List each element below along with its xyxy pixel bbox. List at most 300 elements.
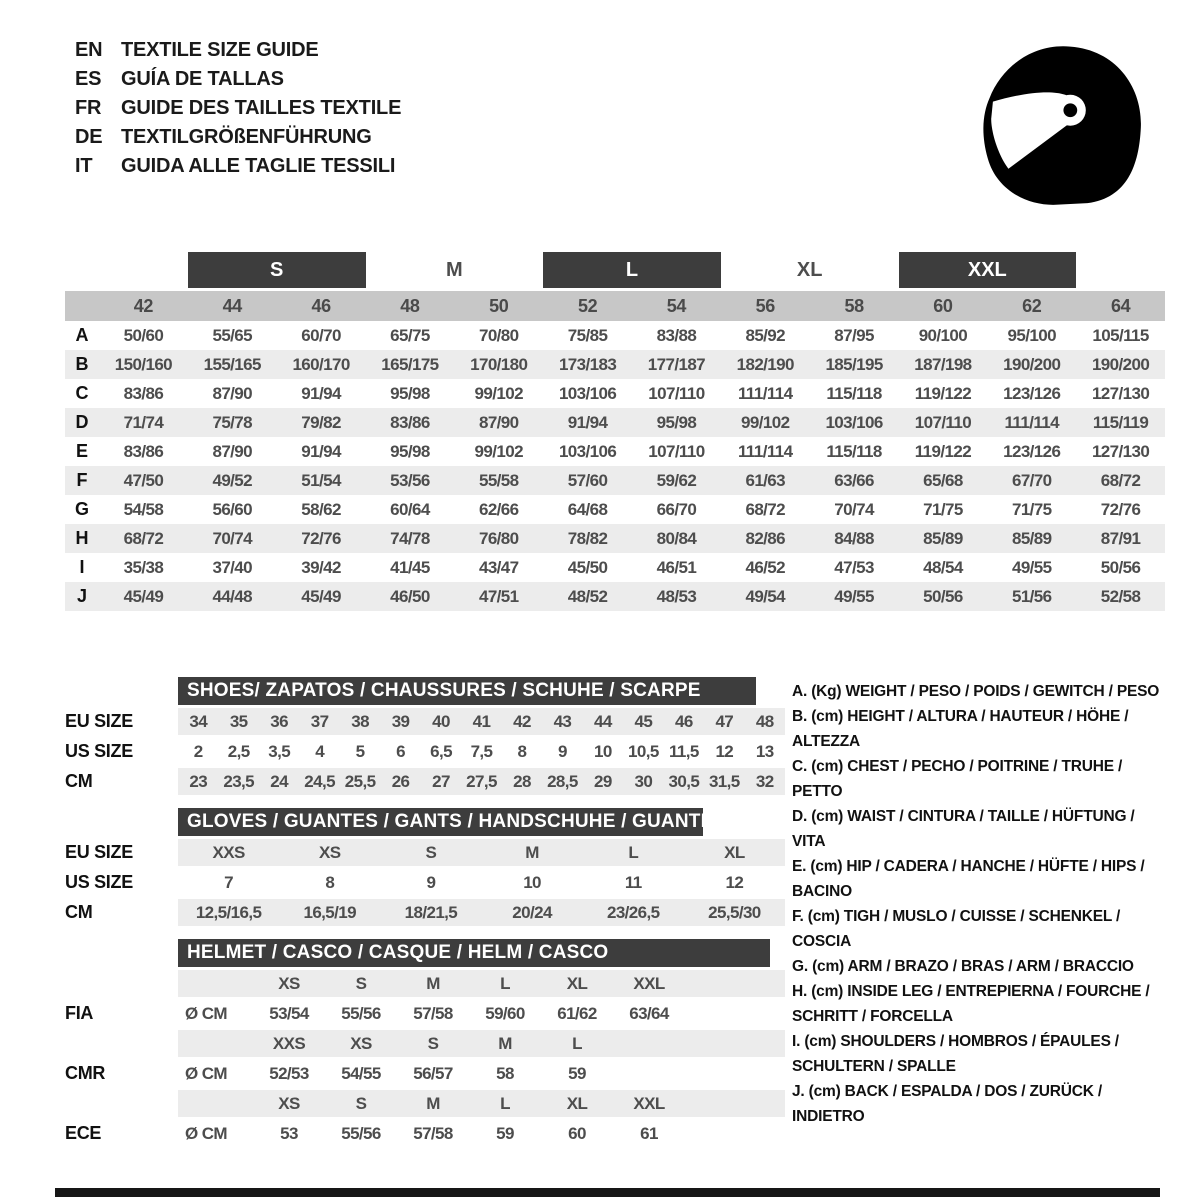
shoes-value-cell: 46	[674, 711, 693, 731]
shoes-value-cell: 27,5	[466, 771, 497, 791]
helmet-value-cell: M	[498, 1033, 512, 1053]
size-column-header: 44	[222, 295, 242, 316]
helmet-value-cell: 63/64	[629, 1003, 669, 1023]
size-value-cell: 111/114	[738, 383, 793, 403]
size-value-cell: 83/86	[123, 441, 164, 461]
helmet-row-values	[178, 970, 785, 997]
size-value-cell: 155/165	[203, 354, 261, 374]
helmet-value-cell: 54/55	[341, 1063, 381, 1083]
language-code: DE	[75, 126, 103, 148]
size-value-cell: 41/45	[390, 557, 430, 577]
size-value-cell: 85/92	[745, 325, 786, 345]
measurement-row-label: E	[75, 441, 88, 461]
size-column-header: 48	[400, 295, 420, 316]
legend-entry: D. (cm) WAIST / CINTURA / TAILLE / HÜFTUNG / VITA	[792, 808, 1135, 850]
size-column-header: 56	[755, 295, 775, 316]
size-value-cell: 71/75	[1011, 499, 1052, 519]
shoes-value-cell: 34	[189, 711, 208, 731]
header	[0, 0, 1200, 212]
accessory-tables	[65, 677, 785, 1160]
size-value-cell: 123/126	[1003, 441, 1061, 461]
size-value-cell: 87/90	[212, 383, 253, 403]
shoes-value-cell: 8	[517, 741, 527, 761]
helmet-value-cell: S	[427, 1033, 439, 1053]
gloves-row	[65, 839, 785, 866]
shoes-value-cell: 3,5	[268, 741, 291, 761]
helmet-row-values	[178, 1000, 785, 1027]
size-value-cell: 127/130	[1091, 441, 1150, 461]
helmet-value-cell: 55/56	[341, 1003, 381, 1023]
size-value-cell: 72/76	[301, 528, 341, 548]
size-value-cell: 99/102	[741, 412, 790, 432]
size-value-cell: 64/68	[567, 499, 608, 519]
size-column-header: 54	[666, 295, 687, 316]
size-value-cell: 56/60	[212, 499, 253, 519]
size-value-cell: 65/68	[923, 470, 963, 490]
gloves-value-cell: 11	[624, 872, 642, 892]
language-code: EN	[75, 39, 103, 61]
size-group-s: S	[188, 252, 366, 288]
size-table-row	[65, 495, 1165, 524]
helmet-value-cell: 61/62	[557, 1003, 597, 1023]
size-value-cell: 111/114	[1004, 412, 1059, 432]
helmet-value-cell: 61	[640, 1123, 658, 1143]
size-value-cell: 46/52	[745, 557, 786, 577]
helmet-value-cell: L	[500, 1093, 510, 1113]
size-value-cell: 53/56	[390, 470, 430, 490]
helmet-row	[65, 1090, 785, 1117]
helmet-value-cell: XXL	[633, 973, 665, 993]
shoes-row	[65, 708, 785, 735]
gloves-row-label: CM	[65, 902, 93, 922]
size-column-header: 50	[489, 295, 509, 316]
measurement-row-label: B	[75, 354, 89, 374]
size-value-cell: 60/70	[301, 325, 341, 345]
shoes-table	[65, 677, 785, 795]
size-column-header: 42	[133, 295, 154, 316]
helmet-standard-label: FIA	[65, 1003, 94, 1023]
size-value-cell: 63/66	[834, 470, 874, 490]
shoes-value-cell: 28,5	[547, 771, 578, 791]
helmet-row	[65, 1060, 785, 1087]
shoes-row-values	[178, 738, 785, 765]
language-item	[75, 152, 401, 181]
size-value-cell: 60/64	[390, 499, 430, 519]
helmet-value-cell: 52/53	[269, 1063, 309, 1083]
size-value-cell: 99/102	[474, 441, 523, 461]
helmet-value-cell: 55/56	[341, 1123, 381, 1143]
size-value-cell: 68/72	[1100, 470, 1141, 490]
size-value-cell: 45/50	[567, 557, 608, 577]
size-value-cell: 95/98	[390, 383, 430, 403]
size-value-cell: 47/51	[478, 586, 519, 606]
helmet-value-cell: XL	[566, 973, 588, 993]
helmet-table-body	[65, 970, 785, 1147]
measurement-row-label: H	[75, 528, 89, 548]
gloves-value-cell: 9	[426, 872, 436, 892]
size-value-cell: 48/54	[923, 557, 963, 577]
size-value-cell: 99/102	[474, 383, 523, 403]
measurement-row-label: C	[75, 383, 89, 403]
size-column-header: 46	[311, 295, 331, 316]
size-value-cell: 103/106	[558, 441, 617, 461]
size-group-xl: XL	[796, 259, 823, 281]
footer-bar	[55, 1188, 1160, 1197]
legend-entry: E. (cm) HIP / CADERA / HANCHE / HÜFTE / HIPS / BACINO	[792, 858, 1145, 900]
size-column-row	[65, 291, 1165, 321]
gloves-row-label: EU SIZE	[65, 842, 133, 862]
gloves-value-cell: 8	[325, 872, 335, 892]
size-value-cell: 61/63	[745, 470, 786, 490]
shoes-row	[65, 768, 785, 795]
size-table-row	[65, 379, 1165, 408]
language-item	[75, 123, 401, 152]
shoes-row-values	[178, 708, 785, 735]
shoes-value-cell: 10,5	[628, 741, 659, 761]
helmet-value-cell: 59/60	[485, 1003, 525, 1023]
measurement-row-label: F	[76, 470, 88, 490]
size-value-cell: 119/122	[914, 441, 972, 461]
size-value-cell: 87/90	[212, 441, 253, 461]
shoes-value-cell: 39	[391, 711, 410, 731]
size-value-cell: 115/119	[1092, 412, 1149, 432]
shoes-value-cell: 6	[396, 741, 405, 761]
size-value-cell: 80/84	[656, 528, 697, 548]
measurement-row-label: D	[75, 412, 89, 432]
size-column-header: 64	[1110, 295, 1131, 316]
helmet-value-cell: L	[500, 973, 510, 993]
size-value-cell: 75/78	[212, 412, 253, 432]
size-value-cell: 127/130	[1091, 383, 1150, 403]
size-value-cell: 67/70	[1011, 470, 1052, 490]
shoes-value-cell: 35	[229, 711, 248, 731]
size-value-cell: 190/200	[1003, 354, 1061, 374]
size-table-row	[65, 582, 1165, 611]
size-group-xxl: XXL	[899, 252, 1077, 288]
size-value-cell: 91/94	[567, 412, 608, 432]
shoes-value-cell: 45	[634, 711, 653, 731]
helmet-value-cell: XS	[278, 973, 300, 993]
helmet-unit-cell: Ø CM	[185, 1063, 227, 1083]
size-value-cell: 43/47	[478, 557, 519, 577]
shoes-value-cell: 2	[193, 741, 203, 761]
size-value-cell: 55/65	[212, 325, 253, 345]
size-value-cell: 105/115	[1092, 325, 1149, 345]
size-value-cell: 111/114	[738, 441, 793, 461]
helmet-value-cell: 57/58	[413, 1003, 453, 1023]
size-group-row	[65, 252, 1165, 288]
shoes-row-label: CM	[65, 771, 93, 791]
gloves-row	[65, 869, 785, 896]
size-table-row	[65, 408, 1165, 437]
size-value-cell: 65/75	[390, 325, 430, 345]
size-column-header: 58	[844, 295, 864, 316]
size-value-cell: 47/50	[123, 470, 164, 490]
language-item	[75, 65, 401, 94]
size-value-cell: 115/118	[826, 441, 882, 461]
size-column-header: 62	[1022, 295, 1042, 316]
shoes-value-cell: 36	[270, 711, 289, 731]
size-value-cell: 82/86	[745, 528, 786, 548]
helmet-table-title: HELMET / CASCO / CASQUE / HELM / CASCO	[178, 939, 770, 967]
size-value-cell: 95/98	[656, 412, 697, 432]
gloves-value-cell: L	[628, 842, 639, 862]
shoes-table-title: SHOES/ ZAPATOS / CHAUSSURES / SCHUHE / SCARPE	[178, 677, 756, 705]
language-code: IT	[75, 155, 93, 177]
helmet-unit-cell: Ø CM	[185, 1003, 227, 1023]
helmet-value-cell: 59	[496, 1123, 514, 1143]
size-value-cell: 51/54	[301, 470, 341, 490]
size-value-cell: 76/80	[478, 528, 519, 548]
helmet-table	[65, 939, 785, 1147]
helmet-unit-cell: Ø CM	[185, 1123, 227, 1143]
gloves-row-values	[178, 839, 785, 866]
size-value-cell: 45/49	[301, 586, 341, 606]
gloves-row	[65, 899, 785, 926]
helmet-value-cell: XL	[566, 1093, 588, 1113]
lower-section	[65, 677, 1165, 1160]
size-value-cell: 48/52	[567, 586, 608, 606]
shoes-value-cell: 47	[715, 711, 734, 731]
size-value-cell: 71/74	[123, 412, 164, 432]
size-table-body	[65, 321, 1165, 611]
helmet-value-cell: 59	[568, 1063, 586, 1083]
measurement-legend	[792, 677, 1165, 1160]
measurement-row-label: J	[76, 586, 87, 606]
gloves-value-cell: 16,5/19	[303, 902, 356, 922]
size-value-cell: 87/95	[834, 325, 874, 345]
shoes-row-label: EU SIZE	[65, 711, 133, 731]
size-value-cell: 170/180	[470, 354, 528, 374]
language-item	[75, 36, 401, 65]
size-column-header: 52	[577, 295, 598, 316]
shoes-value-cell: 42	[513, 711, 531, 731]
gloves-row-label: US SIZE	[65, 872, 133, 892]
size-column-header: 60	[933, 295, 953, 316]
size-value-cell: 70/80	[478, 325, 519, 345]
helmet-row	[65, 1030, 785, 1057]
size-value-cell: 70/74	[834, 499, 874, 519]
shoes-value-cell: 10	[594, 741, 612, 761]
size-value-cell: 190/200	[1091, 354, 1150, 374]
size-value-cell: 62/66	[478, 499, 519, 519]
shoes-value-cell: 25,5	[344, 771, 376, 791]
shoes-value-cell: 43	[553, 711, 572, 731]
shoes-value-cell: 41	[472, 711, 491, 731]
helmet-row-values	[178, 1120, 785, 1147]
size-value-cell: 52/58	[1100, 586, 1141, 606]
shoes-value-cell: 13	[755, 741, 774, 761]
gloves-row-values	[178, 869, 785, 896]
size-table-row	[65, 350, 1165, 379]
language-list	[75, 36, 401, 181]
size-value-cell: 46/51	[656, 557, 697, 577]
size-value-cell: 71/75	[923, 499, 963, 519]
size-value-cell: 70/74	[212, 528, 253, 548]
legend-entry: I. (cm) SHOULDERS / HOMBROS / ÉPAULES / SCHULTERN / SPALLE	[792, 1033, 1119, 1075]
shoes-value-cell: 37	[310, 711, 329, 731]
shoes-row-values	[178, 768, 785, 795]
size-value-cell: 46/50	[390, 586, 430, 606]
gloves-table-body	[65, 839, 785, 926]
helmet-value-cell: M	[426, 1093, 440, 1113]
shoes-value-cell: 9	[557, 741, 567, 761]
shoes-value-cell: 23	[189, 771, 208, 791]
size-table-row	[65, 466, 1165, 495]
size-value-cell: 50/56	[923, 586, 963, 606]
size-value-cell: 49/55	[1011, 557, 1052, 577]
size-value-cell: 182/190	[736, 354, 794, 374]
size-value-cell: 68/72	[745, 499, 786, 519]
language-label: TEXTILE SIZE GUIDE	[121, 39, 319, 61]
shoes-value-cell: 38	[351, 711, 369, 731]
legend-entry: J. (cm) BACK / ESPALDA / DOS / ZURÜCK / INDIETRO	[792, 1083, 1102, 1125]
size-table-row	[65, 553, 1165, 582]
shoes-value-cell: 31,5	[708, 771, 740, 791]
size-value-cell: 87/90	[478, 412, 519, 432]
size-value-cell: 95/98	[390, 441, 430, 461]
gloves-row-values	[178, 899, 785, 926]
size-value-cell: 85/89	[1011, 528, 1052, 548]
helmet-row	[65, 1120, 785, 1147]
size-value-cell: 165/175	[381, 354, 439, 374]
shoes-value-cell: 30	[634, 771, 653, 791]
shoes-value-cell: 27	[432, 771, 450, 791]
shoes-value-cell: 44	[594, 711, 612, 731]
helmet-row-values	[178, 1030, 785, 1057]
size-value-cell: 107/110	[914, 412, 972, 432]
shoes-value-cell: 7,5	[470, 741, 493, 761]
helmet-value-cell: 56/57	[413, 1063, 453, 1083]
language-label: GUIDE DES TAILLES TEXTILE	[121, 97, 402, 119]
size-value-cell: 90/100	[918, 325, 968, 345]
shoes-value-cell: 40	[432, 711, 450, 731]
legend-entry: A. (Kg) WEIGHT / PESO / POIDS / GEWITCH / PESO	[792, 683, 1160, 700]
shoes-value-cell: 32	[755, 771, 774, 791]
size-value-cell: 87/91	[1100, 528, 1141, 548]
size-value-cell: 50/56	[1100, 557, 1141, 577]
size-value-cell: 59/62	[656, 470, 697, 490]
size-value-cell: 173/183	[558, 354, 617, 374]
size-value-cell: 74/78	[390, 528, 430, 548]
helmet-value-cell: M	[426, 973, 440, 993]
size-value-cell: 83/88	[656, 325, 697, 345]
size-value-cell: 54/58	[123, 499, 164, 519]
size-value-cell: 119/122	[914, 383, 972, 403]
size-value-cell: 83/86	[390, 412, 430, 432]
size-value-cell: 78/82	[567, 528, 608, 548]
language-label: GUÍA DE TALLAS	[121, 68, 284, 90]
shoes-value-cell: 24,5	[304, 771, 335, 791]
size-value-cell: 39/42	[301, 557, 341, 577]
shoes-value-cell: 28	[513, 771, 531, 791]
gloves-value-cell: 12	[725, 872, 744, 892]
legend-entry: B. (cm) HEIGHT / ALTURA / HAUTEUR / HÖHE / ALTEZZA	[792, 708, 1129, 750]
helmet-row-values	[178, 1060, 785, 1087]
helmet-standard-label: CMR	[65, 1063, 106, 1083]
size-value-cell: 177/187	[647, 354, 706, 374]
size-value-cell: 107/110	[648, 441, 705, 461]
size-value-cell: 58/62	[301, 499, 341, 519]
size-value-cell: 68/72	[123, 528, 164, 548]
size-value-cell: 79/82	[301, 412, 341, 432]
size-value-cell: 83/86	[123, 383, 164, 403]
size-group-m: M	[445, 259, 463, 281]
size-value-cell: 49/55	[834, 586, 874, 606]
size-value-cell: 45/49	[123, 586, 164, 606]
measurement-row-label: G	[74, 499, 89, 519]
legend-entry: F. (cm) TIGH / MUSLO / CUISSE / SCHENKEL / COSCIA	[792, 908, 1121, 950]
size-value-cell: 51/56	[1011, 586, 1052, 606]
helmet-value-cell: 53/54	[269, 1003, 309, 1023]
helmet-row	[65, 1000, 785, 1027]
helmet-value-cell: S	[355, 973, 367, 993]
size-value-cell: 75/85	[567, 325, 608, 345]
size-value-cell: 49/54	[745, 586, 786, 606]
helmet-row-values	[178, 1090, 785, 1117]
language-item	[75, 94, 401, 123]
shoes-value-cell: 6,5	[430, 741, 452, 761]
shoes-value-cell: 2,5	[227, 741, 250, 761]
textile-size-table	[65, 252, 1165, 611]
size-value-cell: 103/106	[558, 383, 617, 403]
size-value-cell: 72/76	[1100, 499, 1141, 519]
legend-entry: G. (cm) ARM / BRAZO / BRAS / ARM / BRACCIO	[792, 958, 1134, 975]
gloves-value-cell: S	[425, 842, 437, 862]
size-value-cell: 50/60	[123, 325, 164, 345]
helmet-value-cell: 57/58	[413, 1123, 453, 1143]
size-value-cell: 57/60	[567, 470, 608, 490]
size-value-cell: 84/88	[834, 528, 874, 548]
size-value-cell: 91/94	[301, 383, 341, 403]
size-value-cell: 185/195	[825, 354, 883, 374]
size-value-cell: 49/52	[212, 470, 253, 490]
gloves-value-cell: 10	[523, 872, 541, 892]
gloves-value-cell: XXS	[212, 842, 245, 862]
shoes-table-body	[65, 708, 785, 795]
size-value-cell: 91/94	[301, 441, 341, 461]
helmet-value-cell: S	[355, 1093, 367, 1113]
size-value-cell: 66/70	[656, 499, 697, 519]
shoes-value-cell: 4	[315, 741, 325, 761]
size-table-row	[65, 437, 1165, 466]
helmet-value-cell: XS	[278, 1093, 300, 1113]
size-value-cell: 47/53	[834, 557, 874, 577]
size-table-row	[65, 321, 1165, 350]
gloves-value-cell: 7	[224, 872, 233, 892]
gloves-value-cell: XS	[319, 842, 341, 862]
size-value-cell: 37/40	[212, 557, 253, 577]
size-value-cell: 95/100	[1007, 325, 1056, 345]
helmet-row	[65, 970, 785, 997]
size-value-cell: 103/106	[825, 412, 883, 432]
language-label: GUIDA ALLE TAGLIE TESSILI	[121, 155, 396, 177]
shoes-row	[65, 738, 785, 765]
shoes-row-label: US SIZE	[65, 741, 133, 761]
size-value-cell: 160/170	[292, 354, 350, 374]
gloves-value-cell: 23/26,5	[606, 902, 660, 922]
shoes-value-cell: 11,5	[668, 741, 699, 761]
gloves-value-cell: 18/21,5	[404, 902, 458, 922]
gloves-value-cell: 25,5/30	[708, 902, 761, 922]
language-code: ES	[75, 68, 102, 90]
shoes-value-cell: 26	[391, 771, 410, 791]
shoes-value-cell: 24	[270, 771, 289, 791]
size-table-row	[65, 524, 1165, 553]
size-group-l: L	[543, 252, 721, 288]
helmet-value-cell: 53	[280, 1123, 298, 1143]
helmet-value-cell: XXS	[272, 1033, 306, 1053]
